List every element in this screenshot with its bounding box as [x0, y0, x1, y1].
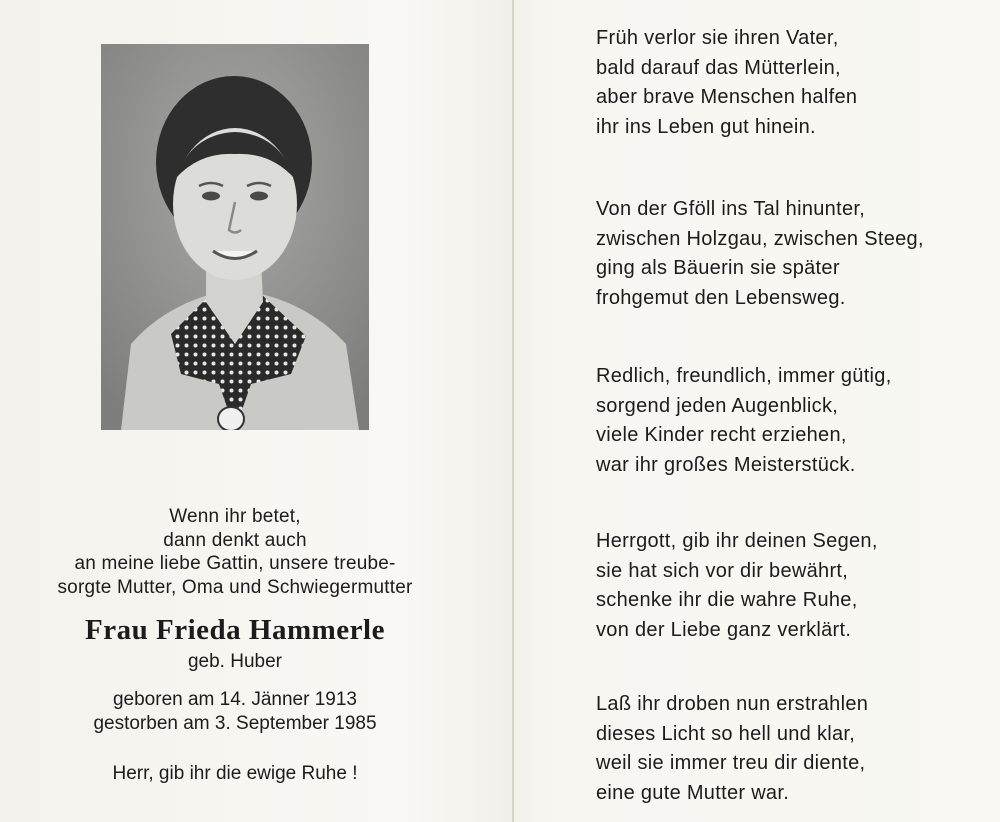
- deceased-name: Frau Frieda Hammerle: [85, 614, 385, 646]
- poem-line: weil sie immer treu dir diente,: [596, 752, 866, 774]
- poem-stanza: [596, 24, 996, 142]
- dedication-line: sorgte Mutter, Oma und Schwiegermutter: [57, 576, 413, 598]
- death-date: gestorben am 3. September 1985: [93, 713, 377, 734]
- poem-line: schenke ihr die wahre Ruhe,: [596, 589, 858, 611]
- dedication-text: [0, 505, 470, 599]
- poem-line: war ihr großes Meisterstück.: [596, 453, 856, 476]
- poem-line: von der Liebe ganz verklärt.: [596, 618, 852, 641]
- poem-line: aber brave Menschen halfen: [596, 86, 858, 108]
- poem-line: frohgemut den Lebensweg.: [596, 286, 846, 309]
- poem-stanza: [596, 527, 996, 645]
- poem-line: eine gute Mutter war.: [596, 781, 790, 804]
- dedication-line: an meine liebe Gattin, unsere treube-: [74, 553, 396, 574]
- poem-line: viele Kinder recht erziehen,: [596, 424, 847, 446]
- poem-line: dieses Licht so hell und klar,: [596, 722, 856, 745]
- dedication-line: dann denkt auch: [163, 529, 307, 551]
- poem-stanza: [596, 195, 996, 313]
- poem-line: Früh verlor sie ihren Vater,: [596, 27, 839, 49]
- poem-line: sie hat sich vor dir bewährt,: [596, 559, 849, 582]
- poem-line: ihr ins Leben gut hinein.: [596, 115, 816, 138]
- poem-line: zwischen Holzgau, zwischen Steeg,: [596, 227, 924, 250]
- poem-line: Laß ihr droben nun erstrahlen: [596, 693, 869, 715]
- poem-line: sorgend jeden Augenblick,: [596, 394, 839, 417]
- life-dates: [0, 688, 470, 736]
- poem-line: bald darauf das Mütterlein,: [596, 56, 841, 79]
- poem-stanza: [596, 690, 996, 808]
- poem-stanza: [596, 362, 996, 480]
- poem-line: Von der Gföll ins Tal hinunter,: [596, 198, 866, 220]
- maiden-name: geb. Huber: [187, 651, 282, 672]
- poem-panel: [514, 0, 1000, 822]
- birth-date: geboren am 14. Jänner 1913: [112, 689, 357, 710]
- closing-prayer: Herr, gib ihr die ewige Ruhe !: [112, 763, 358, 784]
- poem-line: ging als Bäuerin sie später: [596, 257, 840, 279]
- portrait-photo: [101, 44, 369, 430]
- poem-line: Redlich, freundlich, immer gütig,: [596, 365, 892, 387]
- portrait-photo-icon: [101, 44, 369, 430]
- poem-line: Herrgott, gib ihr deinen Segen,: [596, 530, 878, 552]
- dedication-line: Wenn ihr betet,: [169, 506, 301, 527]
